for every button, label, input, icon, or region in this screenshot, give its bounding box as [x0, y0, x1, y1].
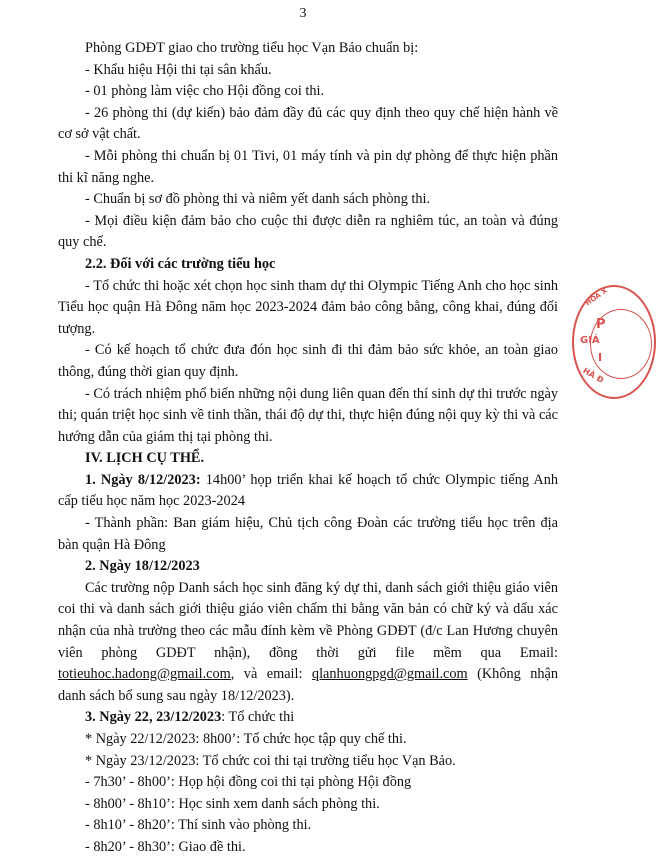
schedule-item-3: [58, 707, 558, 729]
schedule-text: , và email:: [230, 666, 312, 683]
list-item: - 26 phòng thi (dự kiến) bảo đảm đầy đủ các quy định theo quy chế hiện hành về cơ sở vật chất.: [58, 104, 558, 143]
seal-text: I: [598, 351, 603, 364]
schedule-text: (Không nhận danh sách bổ sung sau ngày 18/12/2023).: [58, 666, 558, 704]
page-number: 3: [299, 6, 307, 21]
schedule-text: 14h00’ họp triển khai kế hoạch tổ chức Olympic tiếng Anh cấp tiểu học năm học 2023-2024: [58, 471, 558, 510]
schedule-text: : Tổ chức thi: [221, 709, 295, 726]
schedule-item-1: [58, 470, 558, 513]
schedule-date: 3. Ngày 22, 23/12/2023: [85, 709, 222, 726]
schedule-item-2: [58, 578, 558, 708]
list-item: - 8h20’ - 8h30’: Giao đề thi.: [85, 838, 246, 855]
schedule-date: 1. Ngày 8/12/2023:: [85, 471, 201, 488]
seal-text: HÀ Đ: [581, 366, 606, 385]
schedule-date: 2. Ngày 18/12/2023: [85, 558, 200, 575]
section-heading-2-2: 2.2. Đối với các trường tiểu học: [85, 255, 276, 272]
list-item: * Ngày 23/12/2023: Tổ chức coi thi tại trường tiểu học Vạn Bảo.: [85, 752, 456, 769]
section-heading-4: IV. LỊCH CỤ THỂ.: [85, 450, 205, 467]
list-item: * Ngày 22/12/2023: 8h00’: Tổ chức học tập quy chế thi.: [85, 731, 407, 747]
paragraph: Phòng GDĐT giao cho trường tiểu học Vạn Bảo chuẩn bị:: [85, 40, 419, 56]
list-item: - Mỗi phòng thi chuẩn bị 01 Tivi, 01 máy tính và pin dự phòng để thực hiện phần thi kĩ năng nghe.: [58, 147, 558, 186]
schedule-text: Các trường nộp Danh sách học sinh đăng ký dự thi, danh sách giới thiệu giáo viên coi thi và danh sách giới thiệu giáo viên chấm thi bằng văn bản có chữ ký và dấu xác nhận của nhà trường theo các mẫu đính kèm về Phòng GDĐT (đ/c Lan Hương chuyên viên phòng GDĐT nhận), đồng thời gửi file mềm qua Email:: [58, 579, 558, 661]
list-item: - 8h10’ - 8h20’: Thí sinh vào phòng thi.: [85, 817, 312, 834]
list-item: - 7h30’ - 8h00’: Họp hội đồng coi thi tại phòng Hội đồng: [85, 774, 412, 791]
list-item: - Mọi điều kiện đảm bảo cho cuộc thi được diễn ra nghiêm túc, an toàn và đúng quy chế.: [58, 212, 558, 251]
list-item: - Khẩu hiệu Hội thi tại sân khấu.: [85, 61, 272, 78]
list-item: - Có kế hoạch tổ chức đưa đón học sinh đi thi đảm bảo sức khỏe, an toàn giao thông, đúng thời gian quy định.: [58, 342, 558, 380]
list-item: - 8h00’ - 8h10’: Học sinh xem danh sách phòng thi.: [85, 795, 380, 812]
official-seal: [572, 285, 656, 399]
list-item: - Tổ chức thi hoặc xét chọn học sinh tham dự thi Olympic Tiếng Anh cho học sinh Tiểu học quận Hà Đông năm học 2023-2024 đảm bảo công bằng, công khai, đúng đối tượng.: [58, 277, 558, 337]
document-body: [58, 38, 558, 859]
email-link[interactable]: totieuhoc.hadong@gmail.com: [58, 666, 231, 683]
list-item: - Thành phần: Ban giám hiệu, Chủ tịch công Đoàn các trường tiểu học trên địa bàn quận Hà Đông: [58, 515, 558, 553]
seal-text: P: [596, 317, 606, 332]
list-item: - Có trách nhiệm phổ biến những nội dung liên quan đến thí sinh dự thi trước ngày thi; quán triệt học sinh về tinh thần, thái độ dự thi, thực hiện đúng nội quy kỳ thi và các hướng dẫn của giám thị tại phòng thi.: [58, 385, 558, 445]
list-item: - 01 phòng làm việc cho Hội đồng coi thi.: [85, 83, 325, 100]
seal-text: GIÁ: [580, 335, 600, 346]
email-link[interactable]: qlanhuongpgd@gmail.com: [311, 666, 468, 683]
seal-text: HÒA X: [583, 286, 609, 308]
list-item: - Chuẩn bị sơ đồ phòng thi và niêm yết danh sách phòng thi.: [85, 191, 431, 208]
